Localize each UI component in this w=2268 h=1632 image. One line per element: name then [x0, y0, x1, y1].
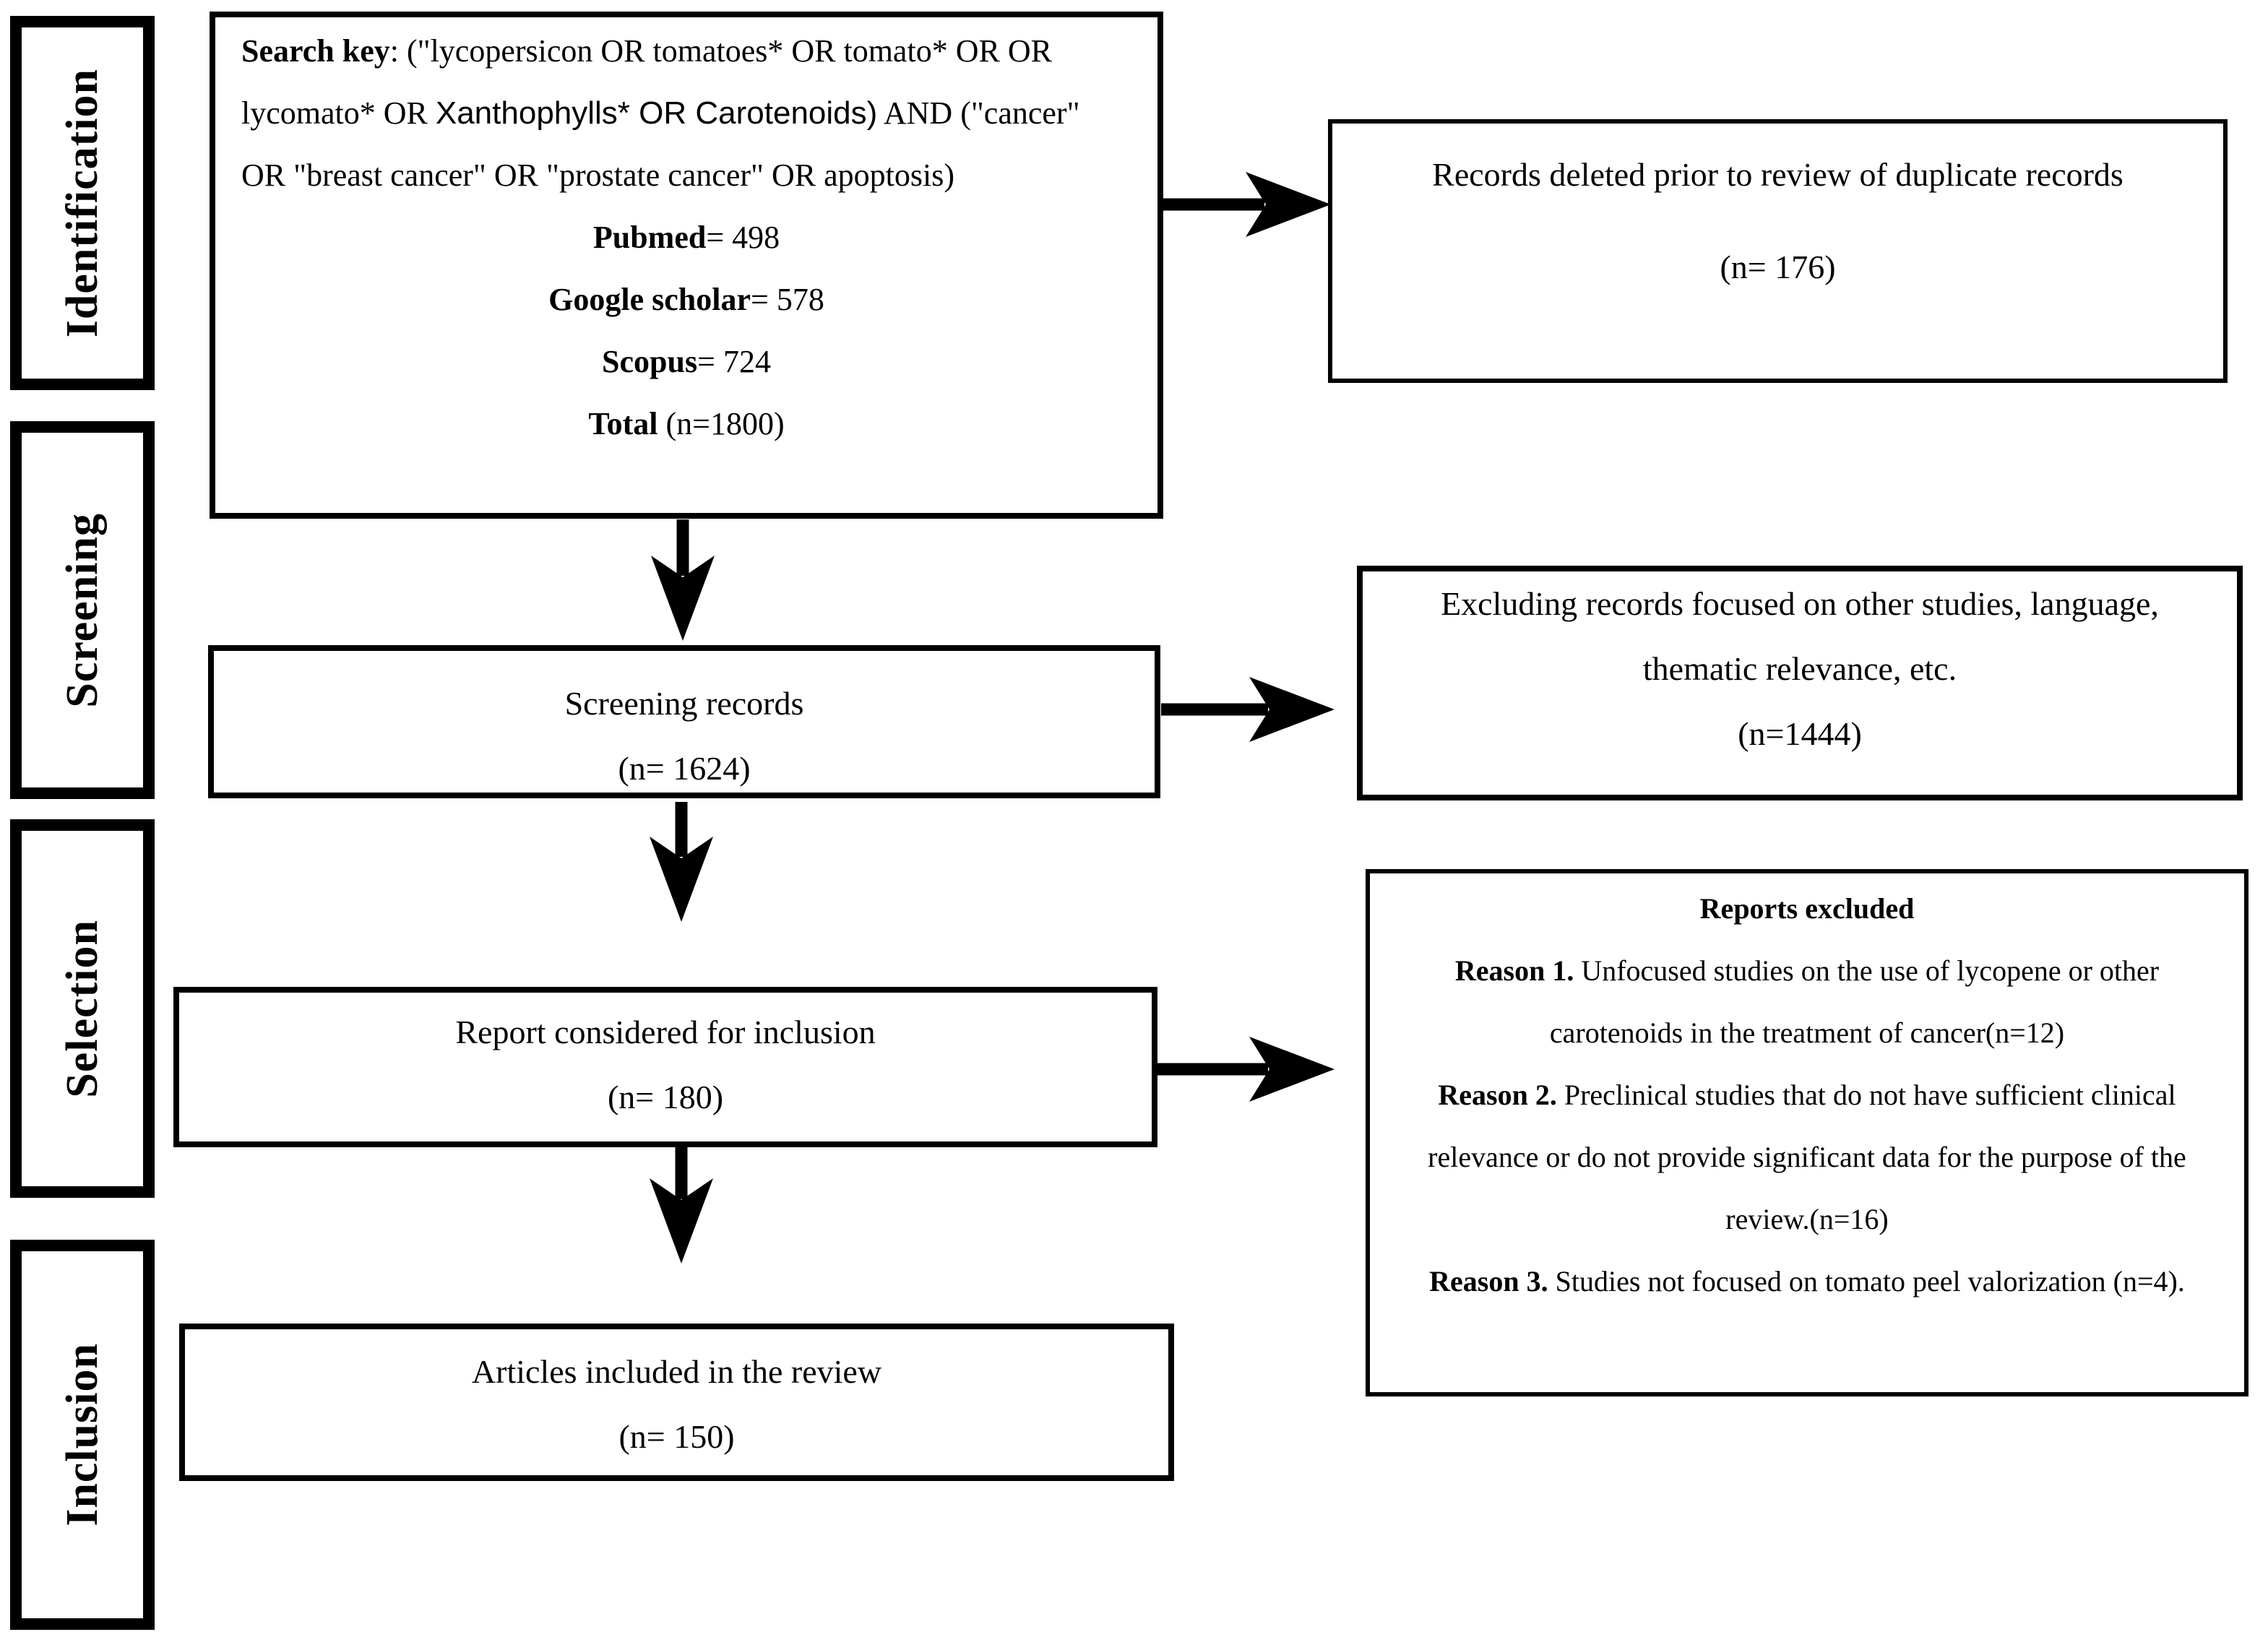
stage-box-screening: [10, 421, 155, 799]
excluding-records-box: [1357, 566, 2243, 800]
stage-label-identification: Identification: [57, 68, 107, 338]
source-count: (n=1800): [657, 406, 785, 441]
reason-3-text: Studies not focused on tomato peel valorization (n=4).: [1548, 1265, 2185, 1298]
stage-label-inclusion: Inclusion: [57, 1343, 107, 1527]
report-considered-box: [173, 987, 1157, 1147]
search-key-label: Search key: [241, 33, 390, 69]
arrow-selection-to-inclusion: [644, 1147, 719, 1265]
source-count-scopus: [241, 331, 1131, 393]
search-key-query-sans: Xanthophylls* OR Carotenoids): [435, 95, 878, 131]
records-deleted-count: (n= 176): [1720, 249, 1836, 285]
search-key-query-tail: AND ("cancer" OR "breast cancer" OR "prostate cancer" OR apoptosis): [241, 95, 1080, 193]
articles-included-count: (n= 150): [618, 1418, 735, 1455]
stage-box-inclusion: [10, 1240, 155, 1630]
excluding-records-text: Excluding records focused on other studies, language, thematic relevance, etc.: [1441, 585, 2159, 687]
search-key-box: [210, 12, 1163, 519]
search-key-query-serif: : ("lycopersicon OR tomatoes* OR tomato* OR OR lycomato* OR: [241, 33, 1052, 131]
exclusion-reason-3: [1388, 1251, 2226, 1313]
source-count-google-scholar: [241, 269, 1131, 331]
stage-label-screening: Screening: [57, 512, 107, 708]
source-name: Scopus: [602, 344, 698, 379]
source-name: Pubmed: [592, 220, 707, 255]
reason-3-label: Reason 3.: [1429, 1265, 1548, 1298]
articles-included-box: [179, 1324, 1174, 1481]
records-deleted-box: [1328, 119, 2228, 383]
source-count: = 578: [751, 282, 824, 317]
articles-included-title: Articles included in the review: [471, 1353, 882, 1390]
stage-box-identification: [10, 16, 155, 390]
report-considered-title: Report considered for inclusion: [455, 1014, 876, 1050]
excluding-records-count: (n=1444): [1738, 715, 1862, 752]
report-considered-count: (n= 180): [607, 1079, 724, 1115]
screening-records-count: (n= 1624): [618, 750, 751, 787]
source-count: = 498: [706, 220, 780, 255]
reports-excluded-title: Reports excluded: [1699, 892, 1915, 925]
source-count-pubmed: [241, 207, 1131, 269]
source-count: = 724: [697, 344, 771, 379]
arrow-selection-to-reports-excluded: [1157, 1033, 1335, 1105]
screening-records-box: [208, 645, 1160, 798]
source-name: Google scholar: [548, 282, 751, 317]
records-deleted-text: Records deleted prior to review of duplicate records: [1432, 156, 2123, 193]
reason-2-text: Preclinical studies that do not have sufficient clinical relevance or do not provide significant data for the purpose of the review.(n=16): [1428, 1079, 2186, 1235]
exclusion-reason-1: [1388, 940, 2226, 1064]
reason-2-label: Reason 2.: [1438, 1079, 1557, 1111]
reason-1-text: Unfocused studies on the use of lycopene or other carotenoids in the treatment of cancer(n=12): [1549, 954, 2160, 1049]
reports-excluded-box: [1366, 869, 2248, 1396]
stage-box-selection: [10, 819, 155, 1198]
source-count-total: [241, 393, 1131, 455]
arrow-screening-to-excluded: [1161, 673, 1335, 746]
source-name: Total: [588, 406, 658, 441]
arrow-search-to-screening: [645, 519, 720, 642]
exclusion-reason-2: [1388, 1064, 2226, 1251]
screening-records-title: Screening records: [564, 685, 804, 722]
reason-1-label: Reason 1.: [1454, 954, 1574, 987]
search-key-text: [241, 20, 1131, 207]
stage-label-selection: Selection: [57, 919, 107, 1098]
arrow-search-to-deleted: [1163, 168, 1331, 241]
arrow-screening-to-selection: [644, 802, 719, 923]
